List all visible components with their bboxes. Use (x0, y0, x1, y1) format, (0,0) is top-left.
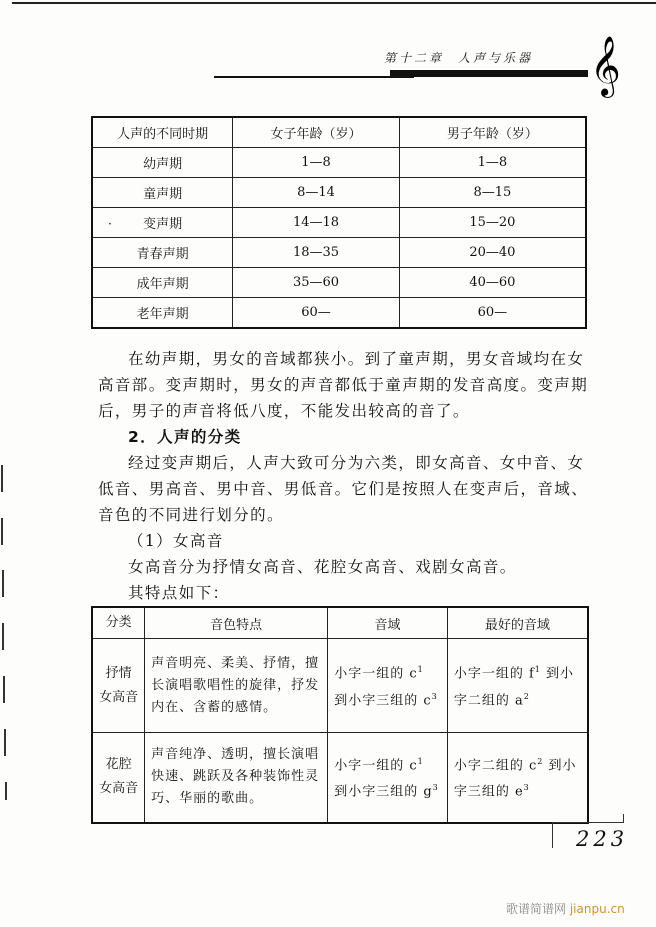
octave-superscript: 3 (431, 691, 438, 701)
watermark (506, 900, 625, 917)
treble-clef-icon: 𝄞 (590, 36, 621, 96)
scan-speck: · (108, 217, 112, 231)
column-header: 音色特点 (145, 607, 328, 639)
column-header: 音域 (328, 607, 448, 639)
range-text: 到小字三组的 g (334, 784, 433, 800)
column-header: 男子年龄（岁） (399, 117, 586, 148)
page-number: 223 (576, 827, 629, 851)
range-text: 小字一组的 f (453, 666, 535, 682)
period-cell: 成年声期 (92, 268, 233, 298)
column-header: 分类 (92, 607, 145, 639)
range-text: 小字二组的 c (453, 758, 538, 774)
octave-superscript: 3 (523, 783, 530, 793)
paragraph-voice-ranges: 在幼声期，男女的音域都狭小。到了童声期，男女音域均在女高音部。变声期时，男女的声音都低于童声期的发音高度。变声期后，男子的声音将低八度，不能发出较高的音了。 (98, 350, 589, 420)
period-cell: 青春声期 (92, 238, 233, 268)
table-row (92, 238, 586, 268)
scan-margin-mark (5, 782, 7, 800)
page-top-edge (12, 2, 656, 4)
subsection-heading: （1）女高音 (128, 532, 224, 550)
type-cell (92, 733, 145, 823)
range-cell (328, 733, 448, 823)
table-row (92, 639, 588, 733)
column-header: 女子年龄（岁） (233, 117, 399, 148)
chapter-title: 人声与乐器 (458, 51, 534, 65)
female-age-cell: 1—8 (233, 148, 399, 178)
column-header: 最好的音域 (447, 607, 588, 639)
male-age-cell: 60— (399, 298, 586, 329)
female-age-cell: 60— (233, 298, 399, 329)
table-header-row (92, 607, 588, 639)
type-label: 女高音 (99, 689, 139, 705)
body-text (98, 346, 598, 606)
period-cell: 变声期 (92, 208, 233, 238)
best-range-cell (447, 639, 588, 733)
timbre-cell: 声音纯净、透明，擅长演唱快速、跳跃及各种装饰性灵巧、华丽的歌曲。 (145, 733, 328, 823)
type-label: 抒情 (105, 665, 132, 681)
scan-margin-mark (4, 729, 6, 756)
page-number-frame (552, 822, 624, 823)
watermark-url: jianpu.cn (569, 902, 625, 916)
female-age-cell: 18—35 (233, 238, 399, 268)
male-age-cell: 8—15 (399, 178, 586, 208)
table-row (92, 208, 586, 238)
octave-superscript: 3 (432, 783, 439, 793)
table-row (92, 178, 586, 208)
header-rule-bold (390, 70, 588, 77)
table-row (92, 298, 586, 329)
running-header (384, 49, 533, 66)
watermark-site-name: 歌谱简谱网 (506, 902, 567, 916)
octave-superscript: 2 (523, 691, 530, 701)
type-cell (92, 639, 145, 733)
range-cell (328, 639, 448, 733)
female-age-cell: 8—14 (233, 178, 399, 208)
scan-margin-mark (3, 676, 5, 703)
page-number-frame (623, 814, 624, 823)
paragraph-voice-classification: 经过变声期后，人声大致可分为六类，即女高音、女中音、女低音、男高音、男中音、男低音。它们是按照人在变声后，音域、音色的不同进行划分的。 (98, 454, 589, 524)
column-header: 人声的不同时期 (92, 117, 233, 148)
female-age-cell: 35—60 (233, 268, 399, 298)
scan-margin-mark (2, 623, 4, 650)
section-heading: 2．人声的分类 (128, 428, 242, 446)
chapter-label: 第十二章 (384, 51, 445, 65)
male-age-cell: 15—20 (399, 208, 586, 238)
type-label: 花腔 (105, 757, 132, 773)
paragraph-features-intro: 其特点如下： (128, 584, 230, 602)
male-age-cell: 1—8 (399, 148, 586, 178)
best-range-cell (447, 733, 588, 823)
period-cell: 幼声期 (92, 148, 233, 178)
type-label: 女高音 (99, 781, 139, 797)
timbre-cell: 声音明亮、柔美、抒情，擅长演唱歌唱性的旋律，抒发内在、含蓄的感情。 (145, 639, 328, 733)
period-cell: 老年声期 (92, 298, 233, 329)
range-text: 小字一组的 c (334, 666, 418, 682)
table-row (92, 148, 586, 178)
male-age-cell: 40—60 (399, 268, 586, 298)
header-rule (214, 76, 414, 78)
table-row (92, 268, 586, 298)
voice-period-age-table (91, 116, 587, 329)
soprano-types-table (91, 606, 589, 824)
table-header-row (92, 117, 586, 148)
range-text: 到小字三组的 c (334, 692, 432, 708)
octave-superscript: 1 (417, 665, 424, 675)
range-text: 到小字二组的 a (453, 666, 575, 708)
scan-margin-mark (2, 570, 4, 597)
scan-margin-mark (1, 465, 3, 492)
range-text: 小字一组的 c (334, 758, 418, 774)
range-text: 到小字三组的 e (453, 758, 577, 800)
octave-superscript: 1 (534, 665, 541, 675)
page-number-frame (552, 822, 553, 848)
male-age-cell: 20—40 (399, 238, 586, 268)
period-cell: 童声期 (92, 178, 233, 208)
octave-superscript: 1 (417, 756, 424, 766)
octave-superscript: 2 (537, 756, 544, 766)
table-row (92, 733, 588, 823)
paragraph-soprano-types: 女高音分为抒情女高音、花腔女高音、戏剧女高音。 (128, 558, 517, 576)
female-age-cell: 14—18 (233, 208, 399, 238)
scan-margin-mark (1, 518, 3, 545)
